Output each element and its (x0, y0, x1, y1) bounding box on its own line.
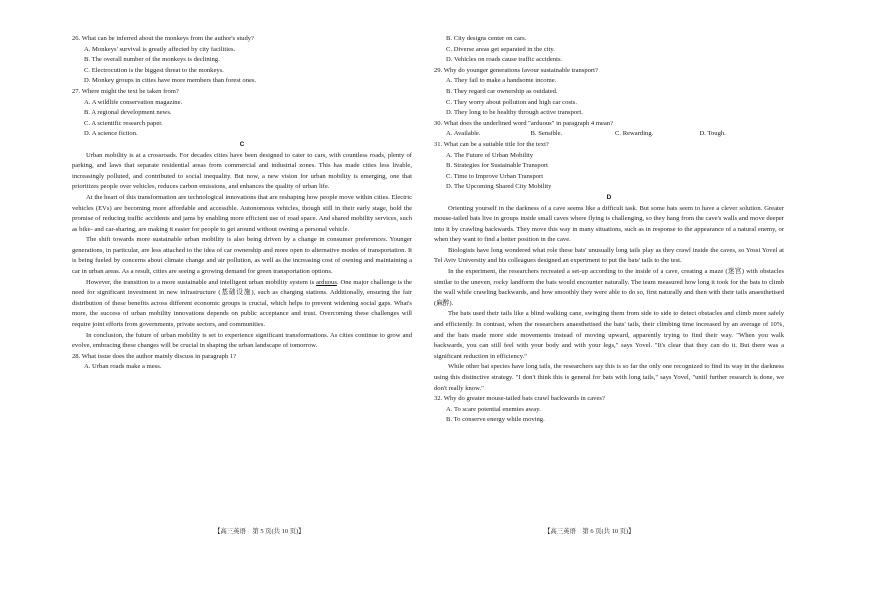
option-d: D. Vehicles on roads cause traffic accidents. (446, 56, 563, 64)
page-footer-left: 【高三英语 第 5 页(共 10 页)】 (214, 528, 305, 535)
option-c: C. Diverse areas get separated in the city. (446, 45, 555, 53)
option-c: C. A scientific research paper. (84, 119, 163, 127)
question-stem: 32. Why do greater mouse-tailed bats crawl backwards in caves? (434, 395, 605, 403)
paragraph-5: While other bat species have long tails, the researchers say this is so far the only one recognized to find its way in the darkness using this distinctive strategy. "I don't think this is general for bats with long tails," says Yovel, "until further research is done, we don't really know." (434, 363, 784, 392)
option-a: A. Monkeys' survival is greatly affected by city facilities. (84, 45, 236, 53)
passage-d (434, 193, 784, 394)
question-28 (72, 352, 412, 373)
option-b: B. Sensible. (530, 130, 563, 138)
option-b: B. The overall number of the monkeys is declining. (84, 56, 220, 64)
question-26 (72, 34, 412, 87)
option-d: D. A science fiction. (84, 130, 138, 138)
option-d: D. Monkey groups in cities have more members than forest ones. (84, 77, 257, 85)
question-stem: 27. Where might the text be taken from? (72, 87, 179, 95)
option-a: A. A wildlife conservation magazine. (84, 98, 183, 106)
underlined-word: arduous (316, 278, 337, 286)
option-c: C. Electrocution is the biggest threat to the monkeys. (84, 66, 224, 74)
option-a: A. They fail to make a handsome income. (446, 77, 557, 85)
option-d: D. Tough. (699, 130, 726, 138)
option-d: D. The Upcoming Shared City Mobility (446, 183, 552, 191)
passage-heading: D (606, 193, 612, 201)
option-a: A. To scare potential enemies away. (446, 405, 541, 413)
option-a: A. Available. (446, 130, 481, 138)
question-30 (434, 119, 784, 140)
question-stem: 28. What issue does the author mainly discuss in paragraph 1? (72, 352, 237, 360)
question-stem: 31. What can be a suitable title for the text? (434, 140, 549, 148)
option-c: C. They worry about pollution and high car costs. (446, 98, 577, 106)
option-a: A. Urban roads make a mess. (84, 363, 162, 371)
paragraph-4-rest: . One major challenge is the need for significant investment in new infrastructure (基础设施), such as charging stations. Additionally, ensuring the fair distribution of these benefits across different economic groups is crucial, which helps to prevent widening social gaps. What's more, the success of urban mobility innovations depends on public acceptance and trust. Overcoming these challenges will require joint efforts from governments, private sectors, and communities. (72, 278, 412, 329)
option-c: C. Time to Improve Urban Transport (446, 172, 544, 180)
option-b: B. They regard car ownership as outdated. (446, 87, 558, 95)
option-d: D. They long to be healthy through active transport. (446, 109, 583, 117)
paragraph-3: The shift towards more sustainable urban mobility is also being driven by a change in consumer preferences. Younger generations, in particular, are less attached to the idea of car ownership and more open to alternative modes of transportation. It is being fueled by concerns about climate change and air pollution, as well as the increasing cost of owning and maintaining a car in urban areas. As a result, cities are seeing a growing demand for green transportation options. (72, 236, 412, 276)
question-31 (434, 140, 784, 193)
option-b: B. A regional development news. (84, 109, 172, 117)
paragraph-4-start: However, the transition to a more sustainable and intelligent urban mobility system is (86, 278, 315, 286)
question-stem: 29. Why do younger generations favour sustainable transport? (434, 66, 598, 74)
question-29 (434, 66, 784, 119)
paragraph-2: At the heart of this transformation are technological innovations that are reshaping how people move within cities. Electric vehicles (EVs) are becoming more affordable and accessible. Autonomous vehicles, though still in their early stage, hold the promise of reducing traffic accidents and jams by enabling more efficient use of road space. And shared mobility services, such as bike- and car-sharing, are making it easier for people to get around without owning a personal vehicle. (72, 193, 412, 233)
page-footer-right: 【高三英语 第 6 页(共 10 页)】 (544, 528, 635, 535)
option-a: A. The Future of Urban Mobility (446, 151, 534, 159)
paragraph-2: Biologists have long wondered what role these bats' unusually long tails play as they crawl inside the caves, so Yossi Yovel at Tel Aviv University and his colleagues designed an experiment to put the bats' tails to the test. (434, 246, 784, 265)
question-32 (434, 394, 784, 426)
question-28-continued (434, 34, 784, 66)
paragraph-4 (72, 278, 412, 331)
option-b: B. City designs center on cars. (446, 35, 527, 42)
options-row (434, 129, 784, 140)
paragraph-3: In the experiment, the researchers recreated a set-up according to the inside of a cave, creating a maze (迷宫) with obstacles similar to the uneven, rocky landform the bats would encounter naturally. The team measured how long it took for the bats to climb the wall while crawling backwards, and how smoothly they were able to do so, first naturally and then with their tails anaesthetised (麻醉). (434, 268, 784, 307)
left-page-column (72, 34, 412, 373)
paragraph-4: The bats used their tails like a blind walking cane, swinging them from side to side to detect obstacles and climb more safely and efficiently. In contrast, when the researchers anaesthetised the bats' tails, their climbing time increased by an average of 10%, and the bats made more side movements instead of moving upward, apparently trying to find their way. "When you walk backwards, you can still feel with your body and with your legs," says Yovel. "It's clear that they can do it. But there was a significant reduction in efficiency." (434, 310, 784, 360)
question-stem: 30. What does the underlined word "arduous" in paragraph 4 mean? (434, 119, 614, 127)
right-page-column (434, 34, 784, 426)
question-27 (72, 87, 412, 140)
paragraph-1: Orienting yourself in the darkness of a cave seems like a difficult task. But some bats seem to have a clever solution. Greater mouse-tailed bats live in groups inside small caves where flying is challenging, so they hang from the cave's walls and move deeper into it by crawling backwards. They move this way in many situations, such as in response to the appearance of a natural enemy, or when they want to find a better position in the cave. (434, 204, 784, 244)
option-c: C. Rewarding. (615, 130, 654, 138)
passage-c (72, 140, 412, 352)
passage-heading: C (239, 140, 245, 148)
option-b: B. To conserve energy while moving. (446, 416, 545, 424)
option-b: B. Strategies for Sustainable Transport (446, 162, 549, 170)
paragraph-5: In conclusion, the future of urban mobility is set to experience significant transformations. As cities continue to grow and evolve, embracing these changes will be crucial in shaping the urban landscape of tomorrow. (72, 331, 412, 350)
paragraph-1: Urban mobility is at a crossroads. For decades cities have been designed to cater to cars, with countless roads, plenty of parking, and laws that separate residential areas from commercial and industrial zones. This has made cities less livable, increasingly polluted, and contributed to social inequality. But now, a new vision for urban mobility is emerging, one that prioritizes people over vehicles, reduces carbon emissions, and enhances the quality of urban life. (72, 151, 412, 191)
question-stem: 26. What can be inferred about the monkeys from the author's study? (72, 35, 254, 42)
